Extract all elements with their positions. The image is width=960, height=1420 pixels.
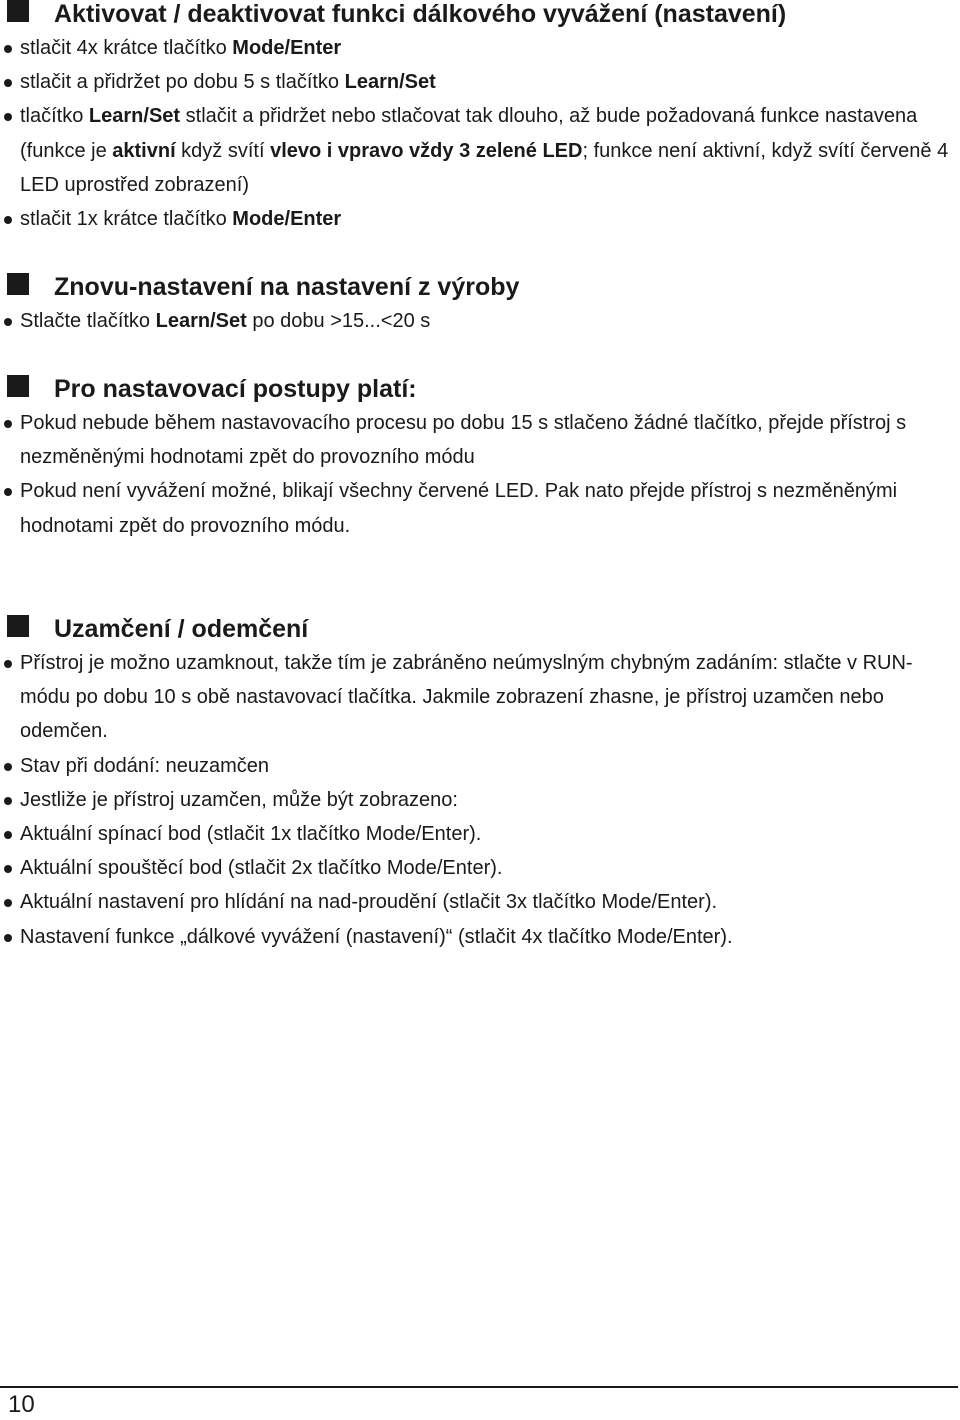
bullet-icon bbox=[4, 660, 12, 668]
page-number: 10 bbox=[8, 1391, 35, 1418]
list-item bbox=[0, 783, 960, 817]
item-text: stlačit 1x krátce tlačítko bbox=[20, 208, 233, 231]
item-text: když svítí bbox=[175, 139, 271, 162]
bullet-icon bbox=[4, 79, 12, 87]
item-text-bold: Mode/Enter bbox=[232, 208, 342, 231]
bullet-icon bbox=[4, 934, 12, 942]
bullet-list bbox=[0, 31, 960, 236]
section-remote-calibration bbox=[0, 0, 960, 236]
list-item bbox=[0, 474, 960, 542]
list-item bbox=[0, 202, 960, 236]
item-text-bold: Learn/Set bbox=[88, 105, 181, 128]
section-setting-rules bbox=[0, 372, 960, 543]
list-item bbox=[0, 851, 960, 885]
item-text: ; funkce není aktivní, když svítí červeně 4 LED uprostřed zobrazení) bbox=[20, 139, 949, 196]
bullet-icon bbox=[4, 420, 12, 428]
item-text-bold: Mode/Enter bbox=[232, 37, 342, 59]
list-item bbox=[0, 304, 960, 338]
heading-text: Uzamčení / odemčení bbox=[54, 615, 309, 643]
section-lock-unlock bbox=[0, 612, 960, 954]
section-factory-reset bbox=[0, 270, 960, 338]
list-item bbox=[0, 920, 960, 954]
footer-divider bbox=[0, 1386, 958, 1388]
square-bullet-icon bbox=[7, 615, 29, 637]
bullet-icon bbox=[4, 113, 12, 121]
item-text: po dobu >15...<20 s bbox=[246, 310, 431, 332]
item-text: Aktuální nastavení pro hlídání na nad-proudění (stlačit 3x tlačítko Mode/Enter). bbox=[20, 891, 718, 914]
item-text-bold: Learn/Set bbox=[155, 310, 247, 332]
bullet-icon bbox=[4, 899, 12, 907]
item-text: Pokud není vyvážení možné, blikají všechny červené LED. Pak nato přejde přístroj s nezměněnými hodnotami zpět do provozního módu. bbox=[20, 480, 898, 537]
item-text: Pokud nebude během nastavovacího procesu po dobu 15 s stlačeno žádné tlačítko, přejde přístroj s nezměněnými hodnotami zpět do provozního módu bbox=[20, 412, 907, 469]
square-bullet-icon bbox=[7, 375, 29, 397]
bullet-list bbox=[0, 646, 960, 954]
item-text: Jestliže je přístroj uzamčen, může být zobrazeno: bbox=[20, 788, 458, 811]
item-text: Nastavení funkce „dálkové vyvážení (nastavení)“ (stlačit 4x tlačítko Mode/Enter). bbox=[20, 925, 733, 948]
square-bullet-icon bbox=[7, 273, 29, 295]
item-text: stlačit 4x krátce tlačítko bbox=[20, 37, 233, 59]
item-text: tlačítko bbox=[20, 105, 89, 128]
list-item bbox=[0, 749, 960, 783]
bullet-icon bbox=[4, 318, 12, 326]
section-heading bbox=[0, 270, 960, 304]
item-text: Stav při dodání: neuzamčen bbox=[20, 754, 270, 777]
list-item bbox=[0, 99, 960, 202]
item-text: stlačit a přidržet nebo stlačovat tak dlouho, až bude požadovaná funkce nastavena (funkce je bbox=[20, 105, 918, 162]
bullet-icon bbox=[4, 865, 12, 873]
item-text: stlačit a přidržet po dobu 5 s tlačítko bbox=[20, 71, 345, 94]
item-text: Aktuální spínací bod (stlačit 1x tlačítko Mode/Enter). bbox=[20, 823, 482, 846]
section-heading bbox=[0, 0, 960, 31]
heading-text: Pro nastavovací postupy platí: bbox=[54, 375, 417, 403]
bullet-icon bbox=[4, 45, 12, 53]
item-text-bold: Learn/Set bbox=[344, 71, 436, 94]
section-heading bbox=[0, 612, 960, 646]
bullet-icon bbox=[4, 831, 12, 839]
list-item bbox=[0, 646, 960, 749]
bullet-icon bbox=[4, 488, 12, 496]
list-item bbox=[0, 817, 960, 851]
item-text: Přístroj je možno uzamknout, takže tím je zabráněno neúmyslným chybným zadáním: stlačte v RUN-módu po dobu 10 s obě nastavovací tlačítka. Jakmile zobrazení zhasne, je přístroj uzamčen nebo odemčen. bbox=[20, 652, 913, 743]
item-text-bold: aktivní bbox=[112, 139, 176, 162]
bullet-list bbox=[0, 406, 960, 543]
item-text-bold: vlevo i vpravo vždy 3 zelené LED bbox=[270, 139, 583, 162]
list-item bbox=[0, 885, 960, 919]
bullet-icon bbox=[4, 763, 12, 771]
section-heading bbox=[0, 372, 960, 406]
heading-text: Znovu-nastavení na nastavení z výroby bbox=[54, 273, 520, 301]
item-text: Stlačte tlačítko bbox=[20, 310, 156, 332]
heading-text: Aktivovat / deaktivovat funkci dálkového vyvážení (nastavení) bbox=[54, 0, 787, 28]
list-item bbox=[0, 406, 960, 474]
list-item bbox=[0, 65, 960, 99]
bullet-icon bbox=[4, 216, 12, 224]
square-bullet-icon bbox=[7, 0, 29, 22]
list-item bbox=[0, 31, 960, 65]
bullet-icon bbox=[4, 797, 12, 805]
item-text: Aktuální spouštěcí bod (stlačit 2x tlačítko Mode/Enter). bbox=[20, 857, 503, 880]
bullet-list bbox=[0, 304, 960, 338]
